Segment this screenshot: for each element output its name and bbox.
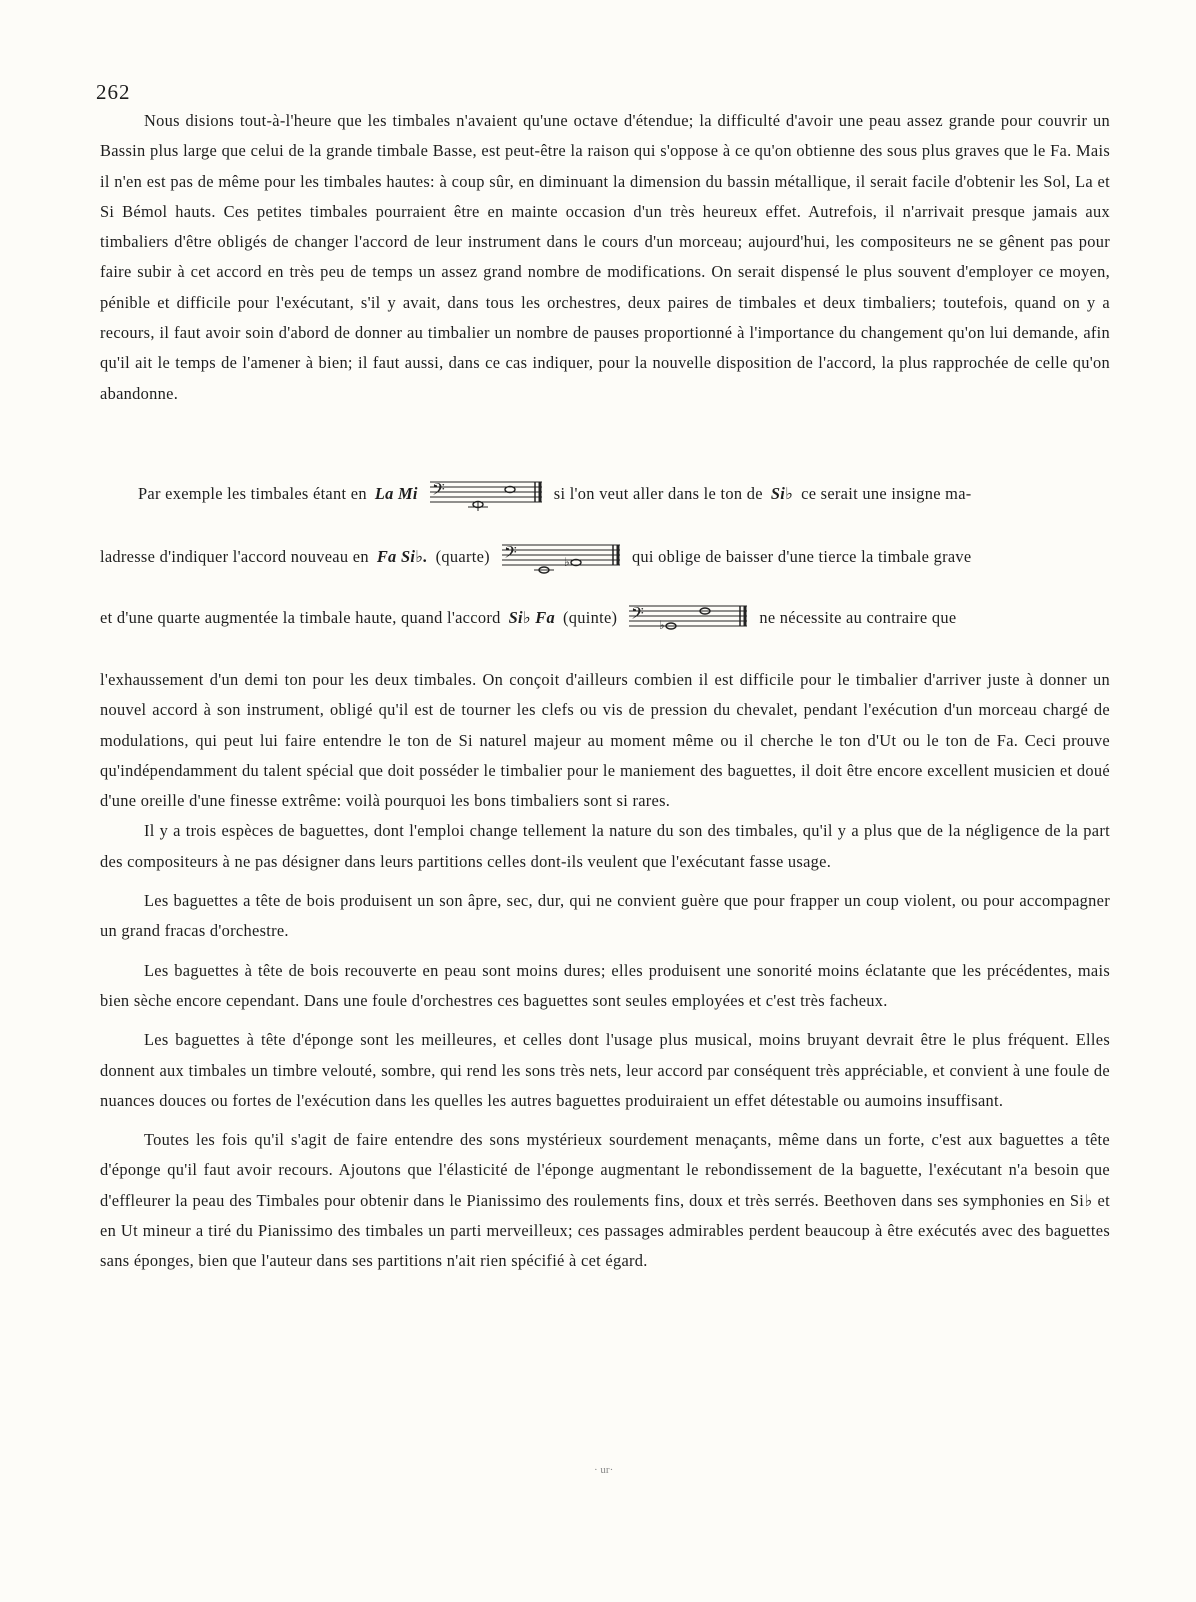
example-text: Par exemple les timbales étant en: [138, 484, 367, 503]
example-text: ladresse d'indiquer l'accord nouveau en: [100, 547, 369, 566]
example-text: si l'on veut aller dans le ton de: [553, 484, 763, 503]
example-text: ce serait une insigne ma-: [801, 484, 972, 503]
paragraph-1: l'exhaussement d'un demi ton pour les deux timbales. On conçoit d'ailleurs combien il est difficile pour le timbalier d'arriver juste à donner un nouvel accord à son instrument, obligé qu'il est de tourner les clefs ou vis de pression du chevalet, pendant l'exécution d'un morceau chargé de modulations, qui peut lui faire entendre le ton de Si naturel majeur au moment même ou il cherche le ton d'Ut ou le ton de Fa. Ceci prouve qu'indépendamment du talent spécial que doit posséder le timbalier pour le maniement des baguettes, il doit être encore excellent musicien et doué d'une oreille d'une finesse extrême: voilà pourquoi les bons timbaliers sont si rares.: [100, 670, 1110, 811]
bottom-paragraph-block: [100, 665, 1110, 1277]
svg-text:♭: ♭: [659, 618, 666, 632]
note-names: Si♭ Fa: [508, 608, 556, 627]
svg-text:𝄢: 𝄢: [431, 479, 445, 503]
paragraph-4: Les baguettes à tête de bois recouverte en peau sont moins dures; elles produisent une sonorité moins éclatante que les précédentes, mais bien sèche encore cependant. Dans une foule d'orchestres ces baguettes sont seules employées et c'est très facheux.: [100, 960, 1110, 1010]
example-line-2: [100, 540, 980, 574]
interval-label: (quarte): [435, 547, 490, 566]
example-line-3: [100, 601, 964, 635]
example-text: qui oblige de baisser d'une tierce la timbale grave: [631, 547, 972, 566]
music-staff-fa-sib: [498, 540, 624, 574]
example-text: et d'une quarte augmentée la timbale haute, quand l'accord: [100, 608, 501, 627]
paragraph-6: Toutes les fois qu'il s'agit de faire entendre des sons mystérieux sourdement menaçants, même dans un forte, c'est aux baguettes a tête d'éponge qu'il faut avoir recours. Ajoutons que l'élasticité de l'éponge augmentant le rebondissement de la baguette, l'exécutant n'a besoin que d'effleurer la peau des Timbales pour obtenir dans le Pianissimo des roulements fins, doux et très serrés. Beethoven dans ses symphonies en Si♭ et en Ut mineur a tiré du Pianissimo des timbales un parti merveilleux; ces passages admirables perdent beaucoup à être exécutés avec des baguettes sans éponges, bien que l'auteur dans ses partitions n'ait rien spécifié à cet égard.: [100, 1130, 1110, 1271]
svg-text:𝄢: 𝄢: [503, 542, 518, 566]
top-paragraph-block: [100, 106, 1110, 409]
footer-mark: · ur·: [594, 1464, 614, 1476]
paragraph-2: Il y a trois espèces de baguettes, dont l'emploi change tellement la nature du son des timbales, qu'il y a plus que de la négligence de la part des compositeurs à ne pas désigner dans leurs partitions celles dont-ils veulent que l'exécutant fasse usage.: [100, 821, 1110, 871]
example-line-1: [138, 477, 980, 511]
note-names: La Mi: [374, 484, 418, 503]
paragraph-intro: Nous disions tout-à-l'heure que les timbales n'avaient qu'une octave d'étendue; la difficulté d'avoir une peau assez grande pour couvrir un Bassin plus large que celui de la grande timbale Basse, est peut-être la raison qui s'oppose à ce qu'on obtienne des sous plus graves que le Fa. Mais il n'en est pas de même pour les timbales hautes: à coup sûr, en diminuant la dimension du bassin métallique, il serait facile d'obtenir les Sol, La et Si Bémol hauts. Ces petites timbales pourraient être en mainte occasion d'un très heureux effet. Autrefois, il n'arrivait presque jamais aux timbaliers d'être obligés de changer l'accord de leur instrument dans le cours d'un morceau; aujourd'hui, les compositeurs ne se gênent pas pour faire subir à cet accord en très peu de temps un assez grand nombre de modifications. On serait dispensé le plus souvent d'employer ce moyen, pénible et difficile pour l'exécutant, s'il y avait, dans tous les orchestres, deux paires de timbales et deux timbaliers; toutefois, quand on y a recours, il faut avoir soin d'abord de donner au timbalier un nombre de pauses proportionné à l'importance du changement qu'on lui demande, afin qu'il ait le temps de l'amener à bien; il faut aussi, dans ce cas indiquer, pour la nouvelle disposition de l'accord, la plus rapprochée de celle qu'on abandonne.: [100, 111, 1110, 403]
paragraph-3: Les baguettes a tête de bois produisent un son âpre, sec, dur, qui ne convient guère que pour frapper un coup violent, ou pour accompagner un grand fracas d'orchestre.: [100, 891, 1110, 941]
note-names: Fa Si♭.: [376, 547, 428, 566]
note-names: Si♭: [770, 484, 794, 503]
paragraph-5: Les baguettes à tête d'éponge sont les meilleures, et celles dont l'usage plus musical, moins bruyant devrait être le plus fréquent. Elles donnent aux timbales un timbre velouté, sombre, qui rend les sons très nets, leur accord par conséquent très appréciable, et convient à une foule de nuances douces ou fortes de l'exécution dans les quelles les autres baguettes produiraient un effet détestable ou aumoins insuffisant.: [100, 1030, 1110, 1110]
music-staff-la-mi: [426, 477, 546, 511]
interval-label: (quinte): [563, 608, 618, 627]
music-staff-sib-fa: [625, 601, 751, 635]
example-text: ne nécessite au contraire que: [759, 608, 957, 627]
svg-text:𝄢: 𝄢: [631, 603, 645, 627]
page-number: 262: [96, 80, 131, 104]
svg-text:♭: ♭: [563, 555, 570, 569]
